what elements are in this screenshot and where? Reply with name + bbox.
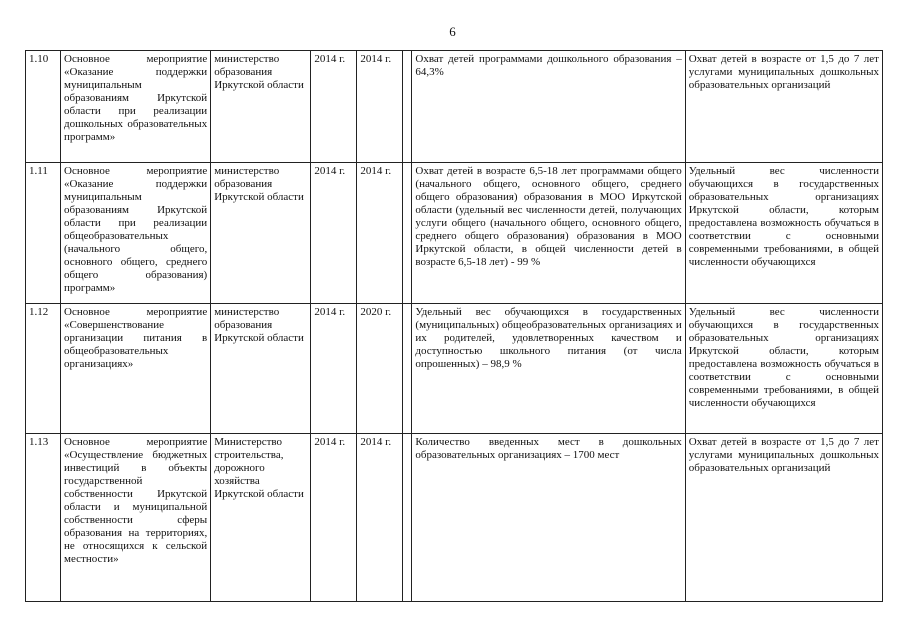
table-row [26, 304, 883, 434]
activity-name: Основное мероприятие «Осуществление бюджетных инвестиций в объекты государственной собственности Иркутской области и муниципальной собственности сферы образования на территориях, не относящихся к сельской местности» [61, 434, 211, 602]
executor: министерство образования Иркутской области [211, 163, 311, 304]
column-gap [403, 51, 412, 163]
column-gap [403, 163, 412, 304]
page-number: 6 [449, 24, 456, 39]
executor: министерство образования Иркутской области [211, 51, 311, 163]
end-year: 2014 г. [357, 51, 403, 163]
table-row [26, 434, 883, 602]
column-gap [403, 304, 412, 434]
row-number: 1.12 [26, 304, 61, 434]
end-year: 2020 г. [357, 304, 403, 434]
table-row [26, 163, 883, 304]
start-year: 2014 г. [311, 163, 357, 304]
end-year: 2014 г. [357, 163, 403, 304]
program-activities-table [25, 50, 883, 602]
target-indicator: Охват детей в возрасте от 1,5 до 7 лет услугами муниципальных дошкольных образовательных организаций [685, 51, 882, 163]
target-indicator: Удельный вес численности обучающихся в государственных образовательных организациях Иркутской области, которым предоставлена возможность обучаться в соответствии с основными современными требованиями, в общей численности обучающихся [685, 304, 882, 434]
row-number: 1.10 [26, 51, 61, 163]
executor: министерство образования Иркутской области [211, 304, 311, 434]
column-gap [403, 434, 412, 602]
row-number: 1.11 [26, 163, 61, 304]
start-year: 2014 г. [311, 51, 357, 163]
expected-result: Охват детей в возрасте 6,5-18 лет программами общего (начального общего, основного общего, среднего общего образования) образования в МОО Иркутской области (удельный вес численности детей, получающих услуги общего (начального общего, основного общего, среднего общего образования) образования в МОО Иркутской области, в общей численности детей в возрасте 6,5-18 лет) - 99 % [412, 163, 685, 304]
expected-result: Количество введенных мест в дошкольных образовательных организациях – 1700 мест [412, 434, 685, 602]
start-year: 2014 г. [311, 304, 357, 434]
end-year: 2014 г. [357, 434, 403, 602]
expected-result: Охват детей программами дошкольного образования – 64,3% [412, 51, 685, 163]
activity-name: Основное мероприятие «Совершенствование организации питания в общеобразовательных организациях» [61, 304, 211, 434]
executor: Министерство строительства, дорожного хозяйства Иркутской области [211, 434, 311, 602]
target-indicator: Удельный вес численности обучающихся в государственных образовательных организациях Иркутской области, которым предоставлена возможность обучаться в соответствии с основными современными требованиями, в общей численности обучающихся [685, 163, 882, 304]
target-indicator: Охват детей в возрасте от 1,5 до 7 лет услугами муниципальных дошкольных образовательных организаций [685, 434, 882, 602]
expected-result: Удельный вес обучающихся в государственных (муниципальных) общеобразовательных организациях и их родителей, удовлетворенных качеством и доступностью школьного питания (от числа опрошенных) – 98,9 % [412, 304, 685, 434]
start-year: 2014 г. [311, 434, 357, 602]
activity-name: Основное мероприятие «Оказание поддержки муниципальным образованиям Иркутской области при реализации дошкольных образовательных программ» [61, 51, 211, 163]
activity-name: Основное мероприятие «Оказание поддержки муниципальным образованиям Иркутской области при реализации общеобразовательных (начального общего, основного общего, среднего общего образования) программ» [61, 163, 211, 304]
table-row [26, 51, 883, 163]
row-number: 1.13 [26, 434, 61, 602]
